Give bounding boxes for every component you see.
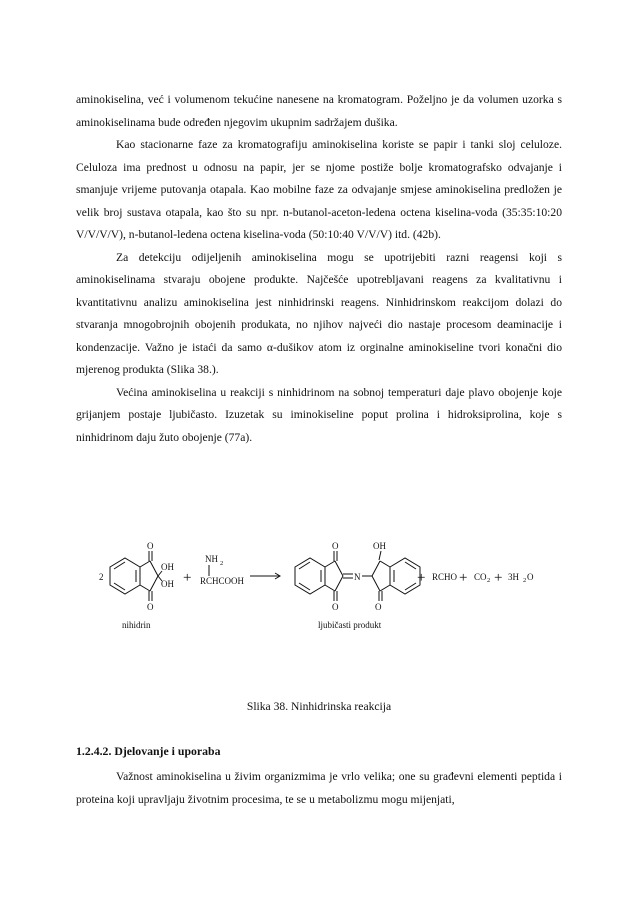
amino-acid-label: RCHCOOH <box>200 576 245 586</box>
paragraph-1: aminokiselina, već i volumenom tekućine nanesene na kromatogram. Poželjno je da volumen uzorka s aminokiselinama bude određen njegovim ukupnim sadržajem dušika. <box>76 93 562 129</box>
paragraph-2: Kao stacionarne faze za kromatografiju aminokiselina koriste se papir i tanki sloj celuloze. Celuloza ima prednost u odnosu na papir, jer se njome postiže bolje kromatografsko odvajanje i smanjuje vrijeme putovanja otapala. Kao mobilne faze za odvajanje smjese aminokiselina predložen je velik broj sustava otapala, kao što su npr. n-butanol-aceton-ledena octena kiselina-voda (35:35:10:20 V/V/V/V), n-butanol-ledena octena kiselina-voda (50:10:40 V/V/V) itd. (42b). <box>76 138 562 241</box>
label-product: ljubičasti produkt <box>318 620 382 630</box>
product-co2: CO <box>474 572 487 582</box>
ninhydrin-oh-bottom: OH <box>161 579 174 589</box>
ninhydrin-reaction-figure <box>90 540 550 650</box>
reaction-scheme <box>90 540 550 650</box>
paragraph-3: Za detekciju odijeljenih aminokiselina mogu se upotrijebiti razni reagensi koji s aminokiselinama stvaraju obojene produkte. Najčešće upotrebljavani reagens za kvalitativnu i kvantitativnu analizu aminokiselina jest ninhidrinski reagens. Ninhidrinskom reakcijom dolazi do stvaranja mnogobrojnih obojenih produkata, no njihov najveći dio nastaje procesom deaminacije i kondenzacije. Važno je istaći da samo α-dušikov atom iz orginalne aminokiseline tvori konačni dio mjerenog produkta (Slika 38.). <box>76 250 562 376</box>
plus-sign-4: + <box>494 570 503 586</box>
water-subscript: 2 <box>523 577 527 584</box>
body-text <box>76 89 562 449</box>
plus-sign-3: + <box>459 570 468 586</box>
ninhydrin-oh-top: OH <box>161 562 174 572</box>
ninhydrin-oxygen-bottom: O <box>147 602 154 612</box>
ninhydrin-oxygen-top: O <box>147 541 154 551</box>
water-coefficient: 3H <box>508 572 519 582</box>
nh2-subscript: 2 <box>220 560 224 567</box>
product-oh: OH <box>373 541 386 551</box>
product-oxygen-bottom: O <box>332 602 339 612</box>
coefficient-2: 2 <box>99 572 104 582</box>
co2-subscript: 2 <box>487 577 491 584</box>
product-nitrogen: N <box>354 572 361 582</box>
nh2-label: NH <box>205 554 218 564</box>
water-oxygen: O <box>527 572 534 582</box>
product-oxygen-right: O <box>375 602 382 612</box>
plus-sign-1: + <box>183 570 192 586</box>
figure-caption: Slika 38. Ninhidrinska reakcija <box>246 700 392 713</box>
label-ninhydrin: nihidrin <box>122 620 151 630</box>
paragraph-4: Većina aminokiselina u reakciji s ninhidrinom na sobnoj temperaturi daje plavo obojenje koje grijanjem postaje ljubičasto. Izuzetak su iminokiseline poput prolina i hidroksiprolina, koje s ninhidrinom daju žuto obojenje (77a). <box>76 385 562 444</box>
section-paragraph: Važnost aminokiselina u živim organizmima je vrlo velika; one su građevni elementi peptida i proteina koji upravljaju životnim procesima, te se u metabolizmu mogu mijenjati, <box>76 770 562 806</box>
section-body <box>76 766 562 811</box>
section-heading: 1.2.4.2. Djelovanje i uporaba <box>76 744 221 758</box>
product-rcho: RCHO <box>432 572 458 582</box>
plus-sign-2: + <box>417 570 426 586</box>
product-oxygen-top: O <box>332 541 339 551</box>
